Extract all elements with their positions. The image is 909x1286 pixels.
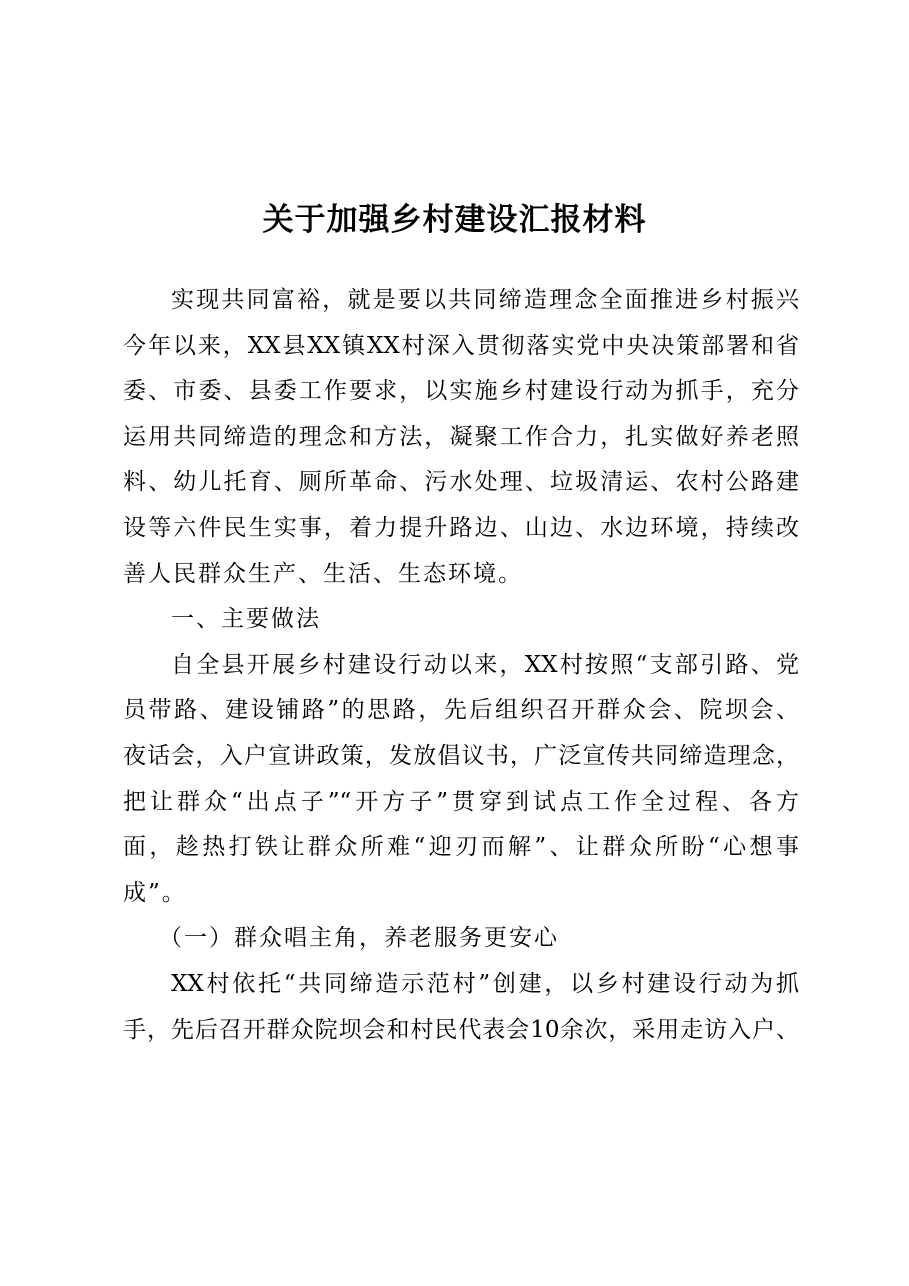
- paragraph-line: XX村依托“共同缔造示范村”创建，以乡村建设行动为抓: [171, 970, 799, 997]
- paragraph-line: 成”。: [123, 879, 187, 906]
- paragraph-line: 自全县开展乡村建设行动以来，XX村按照“支部引路、党: [171, 651, 799, 678]
- paragraph-line: 料、幼儿托育、厕所革命、污水处理、垃圾清运、农村公路建: [123, 469, 799, 496]
- paragraph-line: 把让群众“出点子”“开方子”贯穿到试点工作全过程、各方: [123, 788, 799, 815]
- paragraph-line: 手，先后召开群众院坝会和村民代表会10余次，采用走访入户、: [123, 1016, 799, 1043]
- paragraph-line: 实现共同富裕，就是要以共同缔造理念全面推进乡村振兴: [171, 287, 799, 313]
- paragraph-line: 夜话会，入户宣讲政策，发放倡议书，广泛宣传共同缔造理念，: [123, 742, 799, 769]
- paragraph-line: 今年以来，XX县XX镇XX村深入贯彻落实党中央决策部署和省: [123, 332, 799, 359]
- document-title: 关于加强乡村建设汇报材料: [262, 202, 647, 238]
- document-body: [123, 278, 799, 1053]
- paragraph-line: 委、市委、县委工作要求，以实施乡村建设行动为抓手，充分: [123, 378, 799, 405]
- paragraph-line: 善人民群众生产、生活、生态环境。: [123, 560, 523, 587]
- section-heading: 一、主要做法: [171, 606, 321, 633]
- paragraph-line: 员带路、建设铺路”的思路，先后组织召开群众会、院坝会、: [123, 697, 799, 724]
- subsection-heading: （一）群众唱主角，养老服务更安心: [159, 925, 559, 952]
- paragraph-line: 运用共同缔造的理念和方法，凝聚工作合力，扎实做好养老照: [123, 423, 799, 450]
- paragraph-line: 面，趁热打铁让群众所难“迎刃而解”、让群众所盼“心想事: [123, 834, 799, 861]
- paragraph-line: 设等六件民生实事，着力提升路边、山边、水边环境，持续改: [123, 514, 799, 541]
